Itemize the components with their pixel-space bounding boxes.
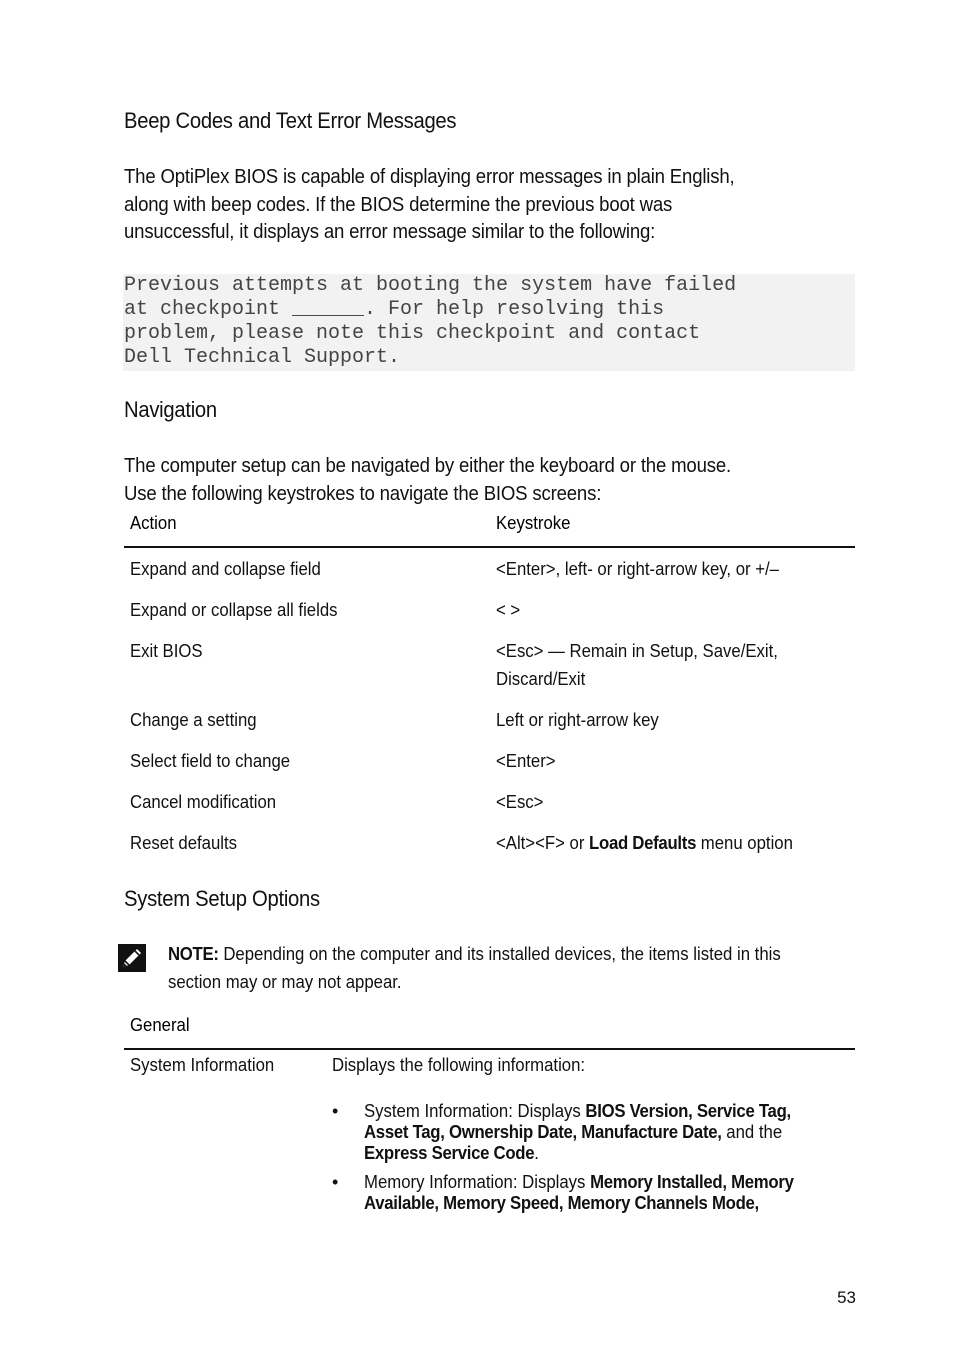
- keystroke-cell: Left or right-arrow key: [496, 710, 659, 730]
- para-line: along with beep codes. If the BIOS determine the previous boot was: [124, 193, 673, 216]
- action-cell: Expand or collapse all fields: [130, 600, 338, 620]
- para-line: unsuccessful, it displays an error message similar to the following:: [124, 221, 656, 243]
- row-description: Displays the following information:: [332, 1055, 586, 1075]
- action-cell: Cancel modification: [130, 792, 277, 812]
- code-line: problem, please note this checkpoint and contact: [124, 322, 701, 345]
- table-header-row: [124, 513, 855, 547]
- heading-navigation: Navigation: [124, 397, 217, 422]
- column-header-action: Action: [124, 513, 490, 547]
- table-row: [124, 747, 855, 788]
- code-line: Dell Technical Support.: [124, 346, 401, 369]
- keystroke-cell: <Enter>: [496, 751, 556, 771]
- action-cell: Exit BIOS: [130, 641, 203, 661]
- keystroke-cell: <Esc> — Remain in Setup, Save/Exit, Discard/Exit: [496, 641, 778, 689]
- table-row: [124, 637, 855, 706]
- page-number: 53: [837, 1288, 856, 1307]
- error-message-code-block: [123, 274, 855, 371]
- navigation-paragraph: [124, 453, 854, 508]
- note-text: NOTE: Depending on the computer and its installed devices, the items listed in this section may or may not appear.: [168, 941, 858, 996]
- action-cell: Change a setting: [130, 710, 257, 730]
- row-label: System Information: [130, 1055, 275, 1075]
- code-line: at checkpoint ______. For help resolving this: [124, 298, 665, 321]
- list-item: • Memory Information: Displays Memory Installed, Memory Available, Memory Speed, Memory Channels Mode,: [332, 1172, 852, 1214]
- table-row: [124, 706, 855, 747]
- para-line: Use the following keystrokes to navigate the BIOS screens:: [124, 482, 602, 505]
- para-line: The computer setup can be navigated by either the keyboard or the mouse.: [124, 455, 731, 477]
- general-options-table: [124, 1015, 855, 1050]
- system-information-bullets: [332, 1101, 852, 1222]
- navigation-keystroke-table: [124, 513, 855, 859]
- heading-system-setup-options: System Setup Options: [124, 886, 320, 911]
- para-line: The OptiPlex BIOS is capable of displaying error messages in plain English,: [124, 166, 735, 188]
- action-cell: Select field to change: [130, 751, 291, 771]
- keystroke-cell: < >: [496, 600, 521, 620]
- table-row: [124, 829, 855, 859]
- beep-codes-paragraph: [124, 164, 854, 247]
- table-row: [124, 596, 855, 637]
- note-pencil-icon: [118, 944, 146, 972]
- table-header-row: [124, 1015, 855, 1049]
- keystroke-cell: <Enter>, left- or right-arrow key, or +/–: [496, 559, 779, 579]
- note-label: NOTE:: [168, 944, 219, 964]
- column-header-keystroke: Keystroke: [490, 513, 855, 547]
- note-line: section may or may not appear.: [168, 971, 402, 992]
- keystroke-cell: <Alt><F> or Load Defaults menu option: [496, 833, 793, 853]
- table-row: [124, 788, 855, 829]
- list-item: • System Information: Displays BIOS Version, Service Tag, Asset Tag, Ownership Date, Manufacture Date, and the Express Service Code.: [332, 1101, 852, 1164]
- action-cell: Reset defaults: [130, 833, 238, 853]
- column-header-general: General: [124, 1015, 855, 1049]
- heading-beep-codes: Beep Codes and Text Error Messages: [124, 108, 457, 133]
- action-cell: Expand and collapse field: [130, 559, 321, 579]
- keystroke-cell: <Esc>: [496, 792, 544, 812]
- code-line: Previous attempts at booting the system have failed: [124, 274, 737, 297]
- table-row: [124, 547, 855, 596]
- load-defaults-label: Load Defaults: [589, 833, 697, 853]
